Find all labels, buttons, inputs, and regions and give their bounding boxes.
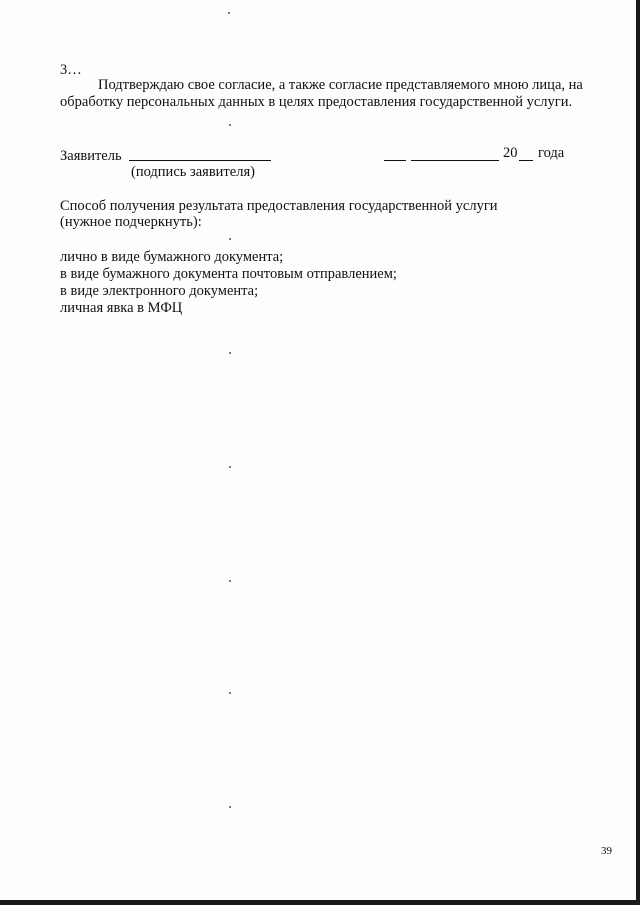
year-prefix: 20 [503,145,518,161]
scan-speck [229,580,231,582]
delivery-option: в виде бумажного документа почтовым отправлением; [60,266,397,282]
signature-caption: (подпись заявителя) [131,164,255,180]
delivery-option: личная явка в МФЦ [60,300,183,316]
scan-speck [229,124,231,126]
delivery-heading-line-1: Способ получения результата предоставления государственной услуги [60,198,498,214]
year-blank [519,147,533,161]
year-suffix: года [538,145,565,161]
delivery-heading-line-2: (нужное подчеркнуть): [60,214,202,230]
scan-speck [229,692,231,694]
page-number: 39 [601,845,612,857]
scan-speck [229,352,231,354]
scan-speck [229,466,231,468]
applicant-label: Заявитель [60,148,122,164]
consent-text-line-2: обработку персональных данных в целях предоставления государственной услуги. [60,94,573,110]
section-number: 3… [60,62,82,78]
signature-line [129,147,271,161]
delivery-option: в виде электронного документа; [60,283,259,299]
scan-edge-right [636,0,640,905]
date-day-blank [384,147,406,161]
scan-edge-bottom [0,900,640,905]
scan-speck [229,238,231,240]
delivery-option: лично в виде бумажного документа; [60,249,284,265]
scan-speck [228,12,230,14]
scan-speck [229,806,231,808]
consent-text-line-1: Подтверждаю свое согласие, а также согласие представляемого мною лица, на [98,77,583,93]
date-month-blank [411,147,499,161]
